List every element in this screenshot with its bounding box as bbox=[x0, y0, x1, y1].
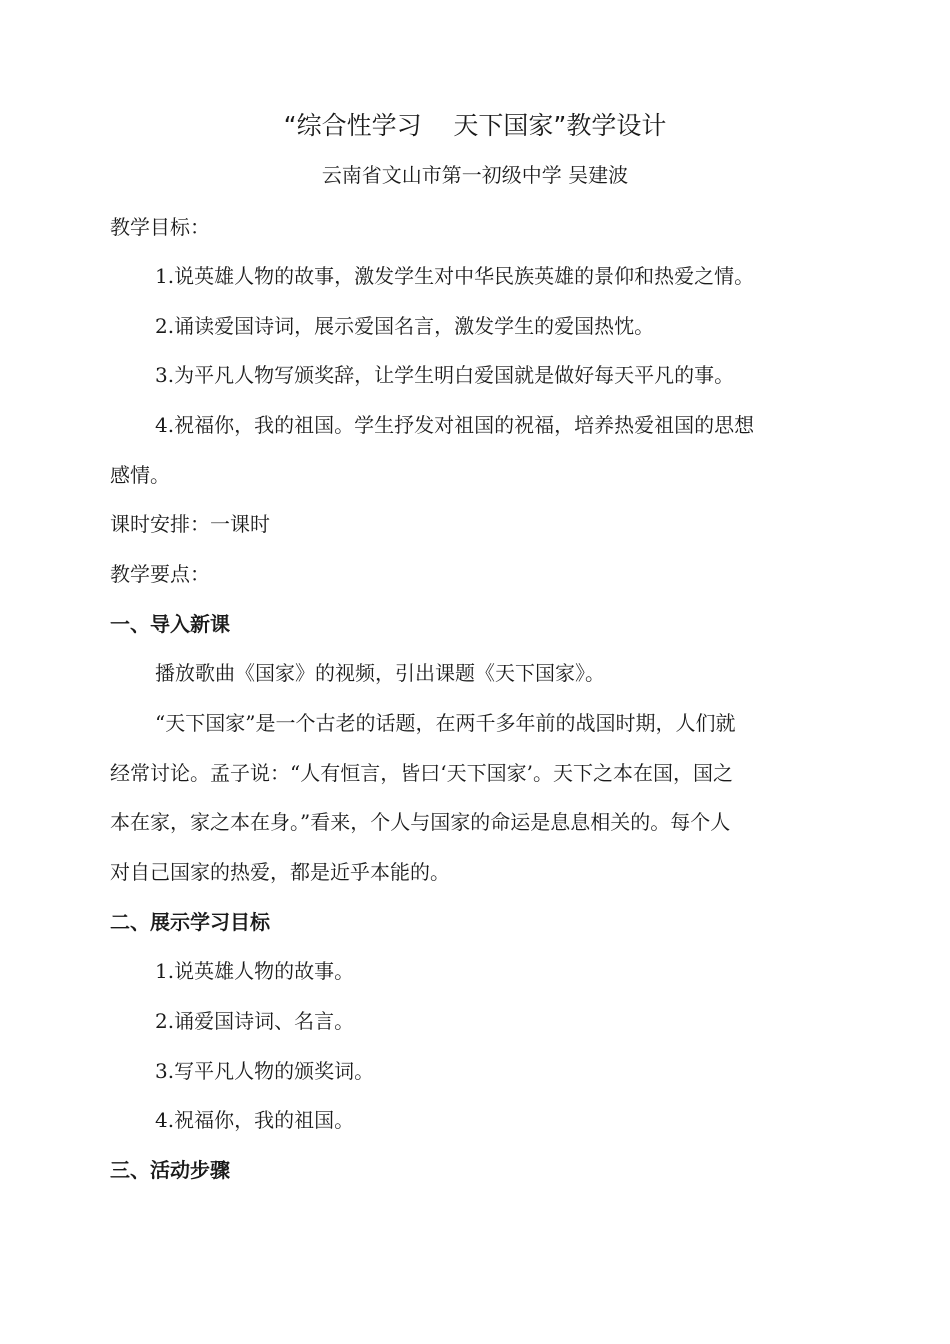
section-1-paragraph-2-line-1: “天下国家”是一个古老的话题，在两千多年前的战国时期，人们就 bbox=[155, 711, 736, 735]
section-3-heading: 三、活动步骤 bbox=[110, 1158, 230, 1182]
objective-item-3: 3.为平凡人物写颁奖辞，让学生明白爱国就是做好每天平凡的事。 bbox=[155, 363, 735, 387]
section-1-paragraph-2-line-3: 本在家，家之本在身。”看来，个人与国家的命运是息息相关的。每个人 bbox=[110, 810, 731, 834]
key-points-heading: 教学要点： bbox=[110, 562, 210, 586]
section-1-heading: 一、导入新课 bbox=[110, 612, 230, 636]
objective-item-4-continued: 感情。 bbox=[110, 463, 170, 487]
document-author: 云南省文山市第一初级中学 吴建波 bbox=[321, 163, 629, 187]
schedule-text: 课时安排：一课时 bbox=[110, 512, 270, 536]
section-2-heading: 二、展示学习目标 bbox=[110, 910, 270, 934]
objective-item-2: 2.诵读爱国诗词，展示爱国名言，激发学生的爱国热忱。 bbox=[155, 314, 655, 338]
section-1-paragraph-2-line-2: 经常讨论。孟子说：“人有恒言，皆曰‘天下国家’。天下之本在国，国之 bbox=[110, 761, 733, 785]
learning-goal-1: 1.说英雄人物的故事。 bbox=[155, 959, 355, 983]
learning-goal-3: 3.写平凡人物的颁奖词。 bbox=[155, 1059, 375, 1083]
section-1-paragraph-2-line-4: 对自己国家的热爱，都是近乎本能的。 bbox=[110, 860, 450, 884]
objective-item-4: 4.祝福你，我的祖国。学生抒发对祖国的祝福，培养热爱祖国的思想 bbox=[155, 413, 755, 437]
document-title: “综合性学习 天下国家”教学设计 bbox=[283, 111, 667, 140]
learning-goal-2: 2.诵爱国诗词、名言。 bbox=[155, 1009, 355, 1033]
objective-item-1: 1.说英雄人物的故事，激发学生对中华民族英雄的景仰和热爱之情。 bbox=[155, 264, 755, 288]
objectives-heading: 教学目标： bbox=[110, 215, 210, 239]
learning-goal-4: 4.祝福你，我的祖国。 bbox=[155, 1108, 355, 1132]
section-1-paragraph-1: 播放歌曲《国家》的视频，引出课题《天下国家》。 bbox=[155, 661, 605, 685]
